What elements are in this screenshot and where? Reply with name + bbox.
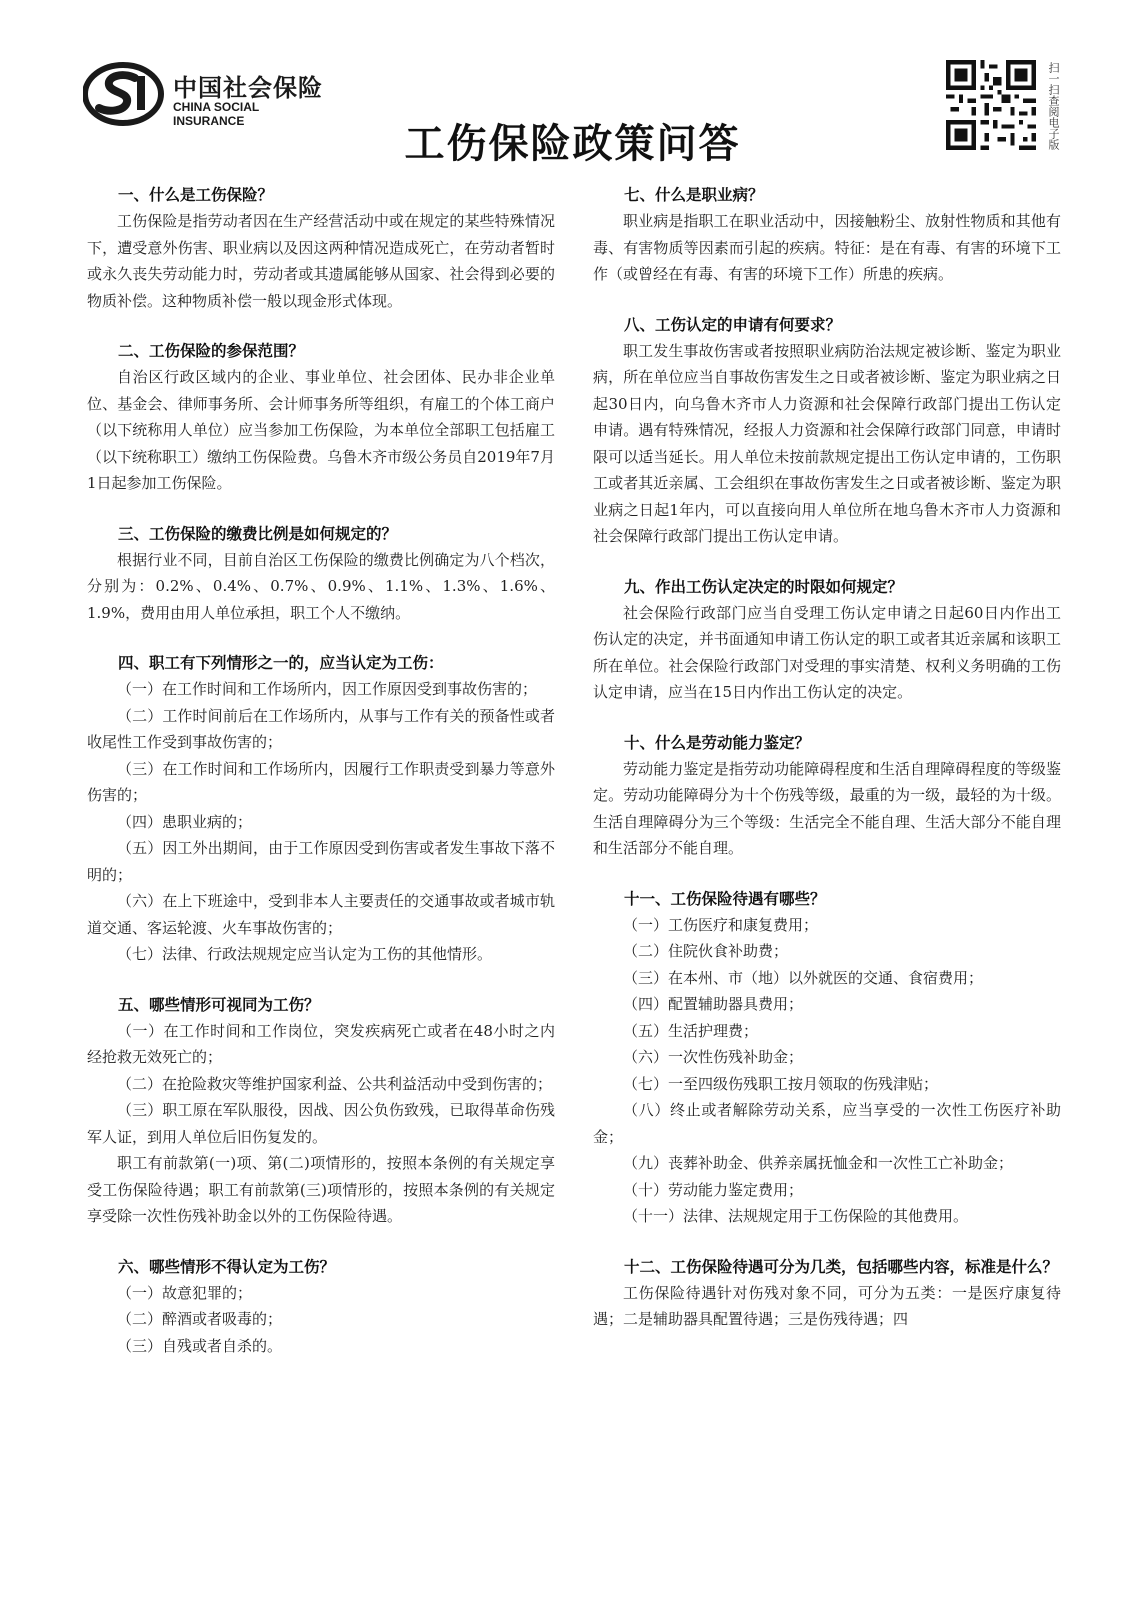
section-9	[593, 574, 1061, 706]
list-item: （一）在工作时间和工作场所内，因工作原因受到事故伤害的；	[117, 680, 538, 698]
list-item: （二）工作时间前后在工作场所内，从事与工作有关的预备性或者收尾性工作受到事故伤害的；	[87, 706, 555, 751]
section-title: 三、工伤保险的缴费比例是如何规定的？	[118, 524, 398, 543]
list-item: （三）在本州、市（地）以外就医的交通、食宿费用；	[623, 968, 984, 987]
logo-text-cn: 中国社会保险	[173, 74, 323, 102]
list-item: （六）在上下班途中，受到非本人主要责任的交通事故或者城市轨道交通、客运轮渡、火车事故伤害的；	[87, 892, 555, 937]
section-title: 十二、工伤保险待遇可分为几类，包括哪些内容，标准是什么？	[624, 1257, 1059, 1276]
section-title: 九、作出工伤认定决定的时限如何规定？	[624, 577, 904, 596]
list-item: （一）工伤医疗和康复费用；	[623, 915, 819, 934]
page-header	[0, 0, 1145, 175]
section-2	[87, 338, 555, 497]
qr-code-label: 扫一扫查阅电子版	[1047, 62, 1060, 150]
list-item: （三）在工作时间和工作场所内，因履行工作职责受到暴力等意外伤害的；	[87, 759, 555, 804]
section-title: 四、职工有下列情形之一的，应当认定为工伤：	[118, 654, 444, 672]
section-paragraph: 根据行业不同，目前自治区工伤保险的缴费比例确定为八个档次，分别为：0.2%、0.4%、0.7%、0.9%、1.1%、1.3%、1.6%、1.9%，费用由用人单位承担，职工个人不缴纳。	[87, 550, 555, 622]
section-paragraph: 社会保险行政部门应当自受理工伤认定申请之日起60日内作出工伤认定的决定，并书面通知申请工伤认定的职工或者其近亲属和该职工所在单位。社会保险行政部门对受理的事实清楚、权利义务明确的工伤认定申请，应当在15日内作出工伤认定的决定。	[593, 603, 1061, 701]
list-item: （十）劳动能力鉴定费用；	[623, 1180, 804, 1199]
section-1	[87, 182, 555, 314]
section-paragraph: 职业病是指职工在职业活动中，因接触粉尘、放射性物质和其他有毒、有害物质等因素而引起的疾病。特征：是在有毒、有害的环境下工作（或曾经在有毒、有害的环境下工作）所患的疾病。	[593, 212, 1061, 283]
section-title: 六、哪些情形不得认定为工伤？	[118, 1257, 336, 1276]
section-5	[87, 992, 555, 1230]
section-7	[593, 182, 1061, 288]
list-item: （二）醉酒或者吸毒的；	[117, 1310, 283, 1328]
list-item: （五）生活护理费；	[623, 1021, 759, 1040]
section-4	[87, 650, 555, 968]
section-8	[593, 312, 1061, 550]
section-12	[593, 1254, 1061, 1333]
list-item: （一）在工作时间和工作岗位，突发疾病死亡或者在48小时之内经抢救无效死亡的；	[87, 1021, 555, 1066]
left-column	[87, 182, 555, 1383]
section-title: 八、工伤认定的申请有何要求？	[624, 315, 842, 334]
list-item: （九）丧葬补助金、供养亲属抚恤金和一次性工亡补助金；	[623, 1154, 1014, 1172]
section-title: 一、什么是工伤保险？	[118, 186, 274, 204]
section-paragraph: 工伤保险是指劳动者因在生产经营活动中或在规定的某些特殊情况下，遭受意外伤害、职业病以及因这两种情况造成死亡，在劳动者暂时或永久丧失劳动能力时，劳动者或其遗属能够从国家、社会得到必要的物质补偿。这种物质补偿一般以现金形式体现。	[87, 212, 555, 310]
section-10	[593, 730, 1061, 862]
list-item: （八）终止或者解除劳动关系，应当享受的一次性工伤医疗补助金；	[593, 1101, 1061, 1146]
list-item: （五）因工外出期间，由于工作原因受到伤害或者发生事故下落不明的；	[87, 839, 555, 884]
section-paragraph: 自治区行政区域内的企业、事业单位、社会团体、民办非企业单位、基金会、律师事务所、会计师事务所等组织，有雇工的个体工商户（以下统称用人单位）应当参加工伤保险，为本单位全部职工包括雇工（以下统称职工）缴纳工伤保险费。乌鲁木齐市级公务员自2019年7月1日起参加工伤保险。	[87, 368, 555, 492]
section-paragraph: 劳动能力鉴定是指劳动功能障碍程度和生活自理障碍程度的等级鉴定。劳动功能障碍分为十个伤残等级，最重的为一级，最轻的为十级。生活自理障碍分为三个等级：生活完全不能自理、生活大部分不能自理和生活部分不能自理。	[593, 759, 1061, 857]
section-3	[87, 521, 555, 627]
list-item: （二）住院伙食补助费；	[623, 942, 789, 960]
list-item: （三）职工原在军队服役，因战、因公负伤致残，已取得革命伤残军人证，到用人单位后旧伤复发的。	[87, 1101, 555, 1146]
list-item: （一）故意犯罪的；	[117, 1283, 253, 1302]
section-title: 十、什么是劳动能力鉴定？	[624, 733, 811, 752]
section-title: 七、什么是职业病？	[624, 186, 764, 204]
section-title: 十一、工伤保险待遇有哪些？	[624, 889, 826, 908]
list-item: （七）法律、行政法规规定应当认定为工伤的其他情形。	[117, 945, 493, 963]
list-item: （三）自残或者自杀的。	[117, 1336, 283, 1355]
logo-text-en: CHINA SOCIAL INSURANCE	[173, 100, 260, 128]
section-6	[87, 1254, 555, 1360]
section-paragraph: 职工发生事故伤害或者按照职业病防治法规定被诊断、鉴定为职业病，所在单位应当自事故伤害发生之日或者被诊断、鉴定为职业病之日起30日内，向乌鲁木齐市人力资源和社会保障行政部门提出工伤认定申请。遇有特殊情况，经报人力资源和社会保障行政部门同意，申请时限可以适当延长。用人单位未按前款规定提出工伤认定申请的，工伤职工或者其近亲属、工会组织在事故伤害发生之日或者被诊断、鉴定为职业病之日起1年内，可以直接向用人单位所在地乌鲁木齐市人力资源和社会保障行政部门提出工伤认定申请。	[593, 341, 1061, 545]
document-title: 工伤保险政策问答	[404, 120, 741, 167]
list-item: （四）患职业病的；	[117, 812, 253, 831]
list-item: （二）在抢险救灾等维护国家利益、公共利益活动中受到伤害的；	[117, 1074, 553, 1093]
list-item: （四）配置辅助器具费用；	[623, 995, 804, 1013]
section-paragraph: 职工有前款第(一)项、第(二)项情形的，按照本条例的有关规定享受工伤保险待遇；职工有前款第(三)项情形的，按照本条例的有关规定享受除一次性伤残补助金以外的工伤保险待遇。	[87, 1154, 555, 1225]
list-item: （七）一至四级伤残职工按月领取的伤残津贴；	[623, 1074, 939, 1093]
list-item: （六）一次性伤残补助金；	[623, 1048, 804, 1066]
section-title: 五、哪些情形可视同为工伤？	[118, 995, 320, 1014]
section-paragraph: 工伤保险待遇针对伤残对象不同，可分为五类：一是医疗康复待遇；二是辅助器具配置待遇；三是伤残待遇；四	[593, 1283, 1061, 1328]
section-title: 二、工伤保险的参保范围？	[118, 342, 305, 360]
right-column	[593, 182, 1061, 1357]
list-item: （十一）法律、法规规定用于工伤保险的其他费用。	[623, 1207, 969, 1225]
qr-code-icon	[946, 60, 1036, 150]
section-11	[593, 886, 1061, 1230]
